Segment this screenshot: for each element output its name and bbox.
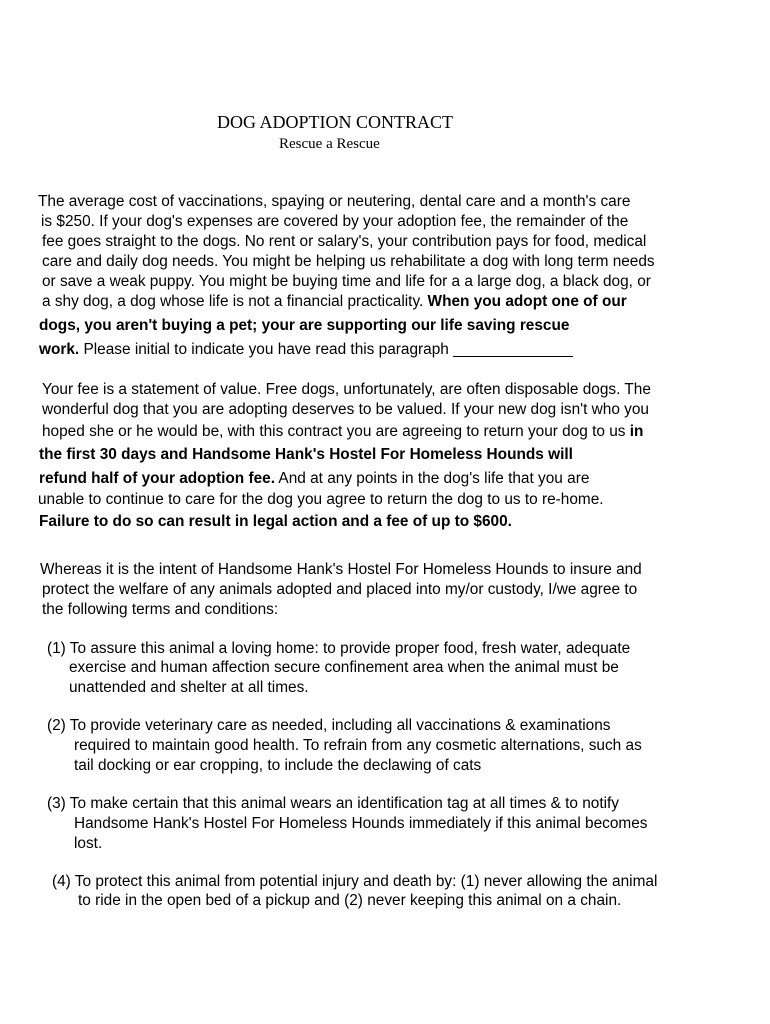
bold-text-line: dogs, you aren't buying a pet; your are supporting our life saving rescue (39, 317, 570, 334)
text-line (39, 469, 589, 489)
text-line: to ride in the open bed of a pickup and (2) never keeping this animal on a chain. (78, 892, 622, 909)
text-line: required to maintain good health. To refrain from any cosmetic alternations, such as (74, 737, 642, 754)
page-subtitle: Rescue a Rescue (279, 136, 380, 152)
text-line: or save a weak puppy. You might be buying time and life for a a large dog, a black dog, or (42, 273, 651, 290)
text-line: Handsome Hank's Hostel For Homeless Hounds immediately if this animal becomes (74, 815, 648, 832)
initial-line-text: Please initial to indicate you have read this paragraph ______________ (79, 341, 573, 358)
text-line: tail docking or ear cropping, to include the declawing of cats (74, 757, 482, 774)
text-line: Whereas it is the intent of Handsome Hank's Hostel For Homeless Hounds to insure and (40, 561, 642, 578)
text-line: (3) To make certain that this animal wears an identification tag at all times & to notify (47, 795, 620, 812)
text-line: lost. (74, 835, 103, 852)
text-line: (4) To protect this animal from potential injury and death by: (1) never allowing the animal (52, 873, 658, 890)
text-line: protect the welfare of any animals adopted and placed into my/or custody, I/we agree to (42, 581, 638, 598)
text-line: The average cost of vaccinations, spaying or neutering, dental care and a month's care (38, 193, 631, 210)
bold-text: work. (39, 341, 80, 358)
text-line: care and daily dog needs. You might be helping us rehabilitate a dog with long term needs (42, 253, 655, 270)
text-line: wonderful dog that you are adopting deserves to be valued. If your new dog isn't who you (42, 401, 649, 418)
text-segment: And at any points in the dog's life that you are (275, 470, 590, 487)
text-line (42, 292, 627, 312)
bold-text: in (629, 423, 644, 440)
text-line: fee goes straight to the dogs. No rent or salary's, your contribution pays for food, medical (42, 233, 647, 250)
bold-text: refund half of your adoption fee. (39, 470, 275, 487)
text-line: the following terms and conditions: (42, 601, 279, 618)
text-line: (1) To assure this animal a loving home: to provide proper food, fresh water, adequate (47, 640, 631, 657)
bold-text-line: Failure to do so can result in legal action and a fee of up to $600. (39, 513, 512, 530)
text-segment: a shy dog, a dog whose life is not a financial practicality. (42, 293, 428, 310)
text-line (42, 422, 643, 442)
page-title: DOG ADOPTION CONTRACT (217, 112, 454, 132)
text-line: exercise and human affection secure confinement area when the animal must be (69, 659, 619, 676)
bold-text: When you adopt one of our (427, 293, 627, 310)
text-line: unattended and shelter at all times. (69, 679, 309, 696)
text-line: unable to continue to care for the dog you agree to return the dog to us to re-home. (38, 491, 604, 508)
text-line: (2) To provide veterinary care as needed, including all vaccinations & examinations (47, 717, 611, 734)
text-line (39, 340, 573, 360)
text-line: is $250. If your dog's expenses are covered by your adoption fee, the remainder of the (41, 213, 629, 230)
bold-text-line: the first 30 days and Handsome Hank's Hostel For Homeless Hounds will (39, 446, 573, 463)
text-line: Your fee is a statement of value. Free dogs, unfortunately, are often disposable dogs. The (42, 381, 651, 398)
text-segment: hoped she or he would be, with this contract you are agreeing to return your dog to us (42, 423, 630, 440)
